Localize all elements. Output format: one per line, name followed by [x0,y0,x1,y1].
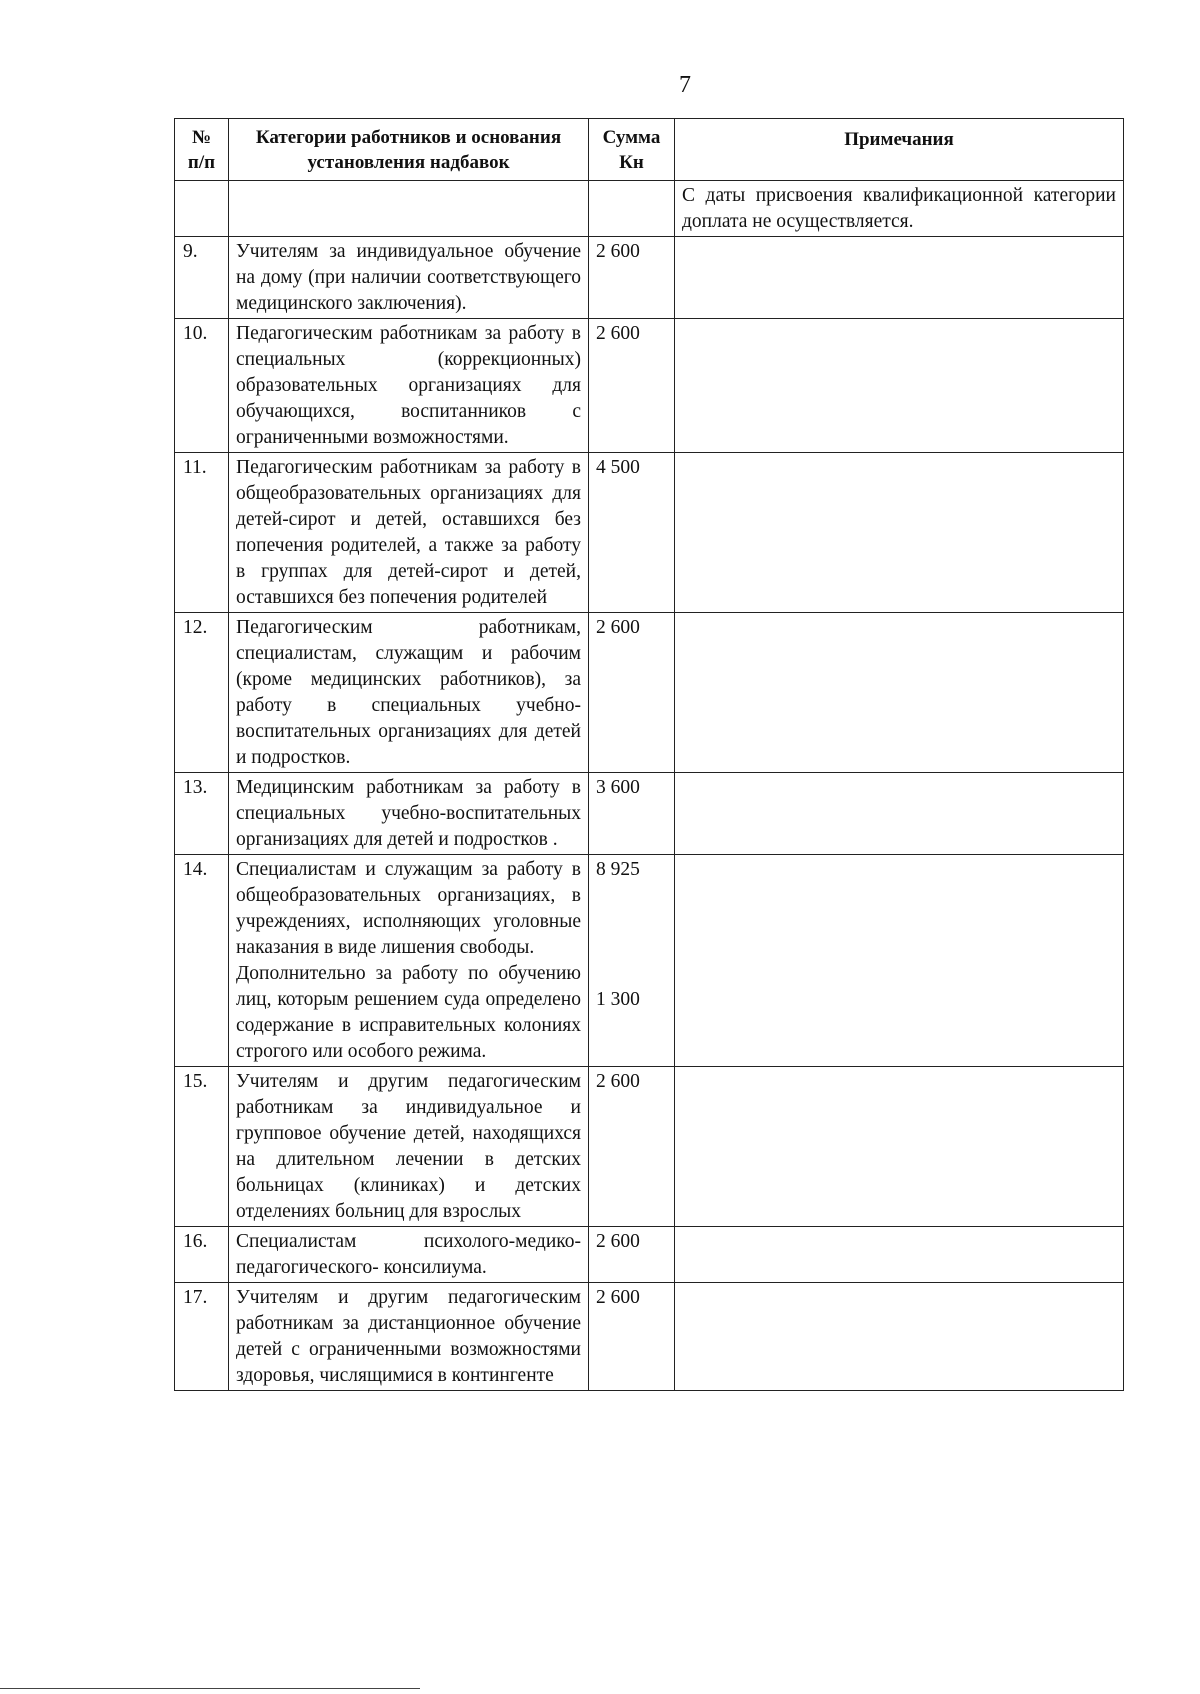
row-note [675,1227,1124,1283]
header-num: № п/п [175,119,229,181]
row-num: 15. [175,1067,229,1227]
table-row [175,237,1124,319]
row-sum: 2 600 [589,237,675,319]
page-number: 7 [679,72,691,98]
table-row [175,181,1124,237]
row-category: Педагогическим работникам за работу в специальных (коррекционных) образовательных организациях для обучающихся, воспитанников с ограниченными возможностями. [229,319,589,453]
row-num: 14. [175,855,229,1067]
header-category: Категории работников и основания установления надбавок [229,119,589,181]
table-row [175,319,1124,453]
row-note [675,773,1124,855]
row-note [675,1067,1124,1227]
header-sum-sub: Кн [619,152,644,173]
row-category: Учителям за индивидуальное обучение на дому (при наличии соответствующего медицинского заключения). [229,237,589,319]
row-num: 9. [175,237,229,319]
row-num: 16. [175,1227,229,1283]
allowances-table [174,118,1124,1391]
table-row [175,1227,1124,1283]
header-sum-label: Сумма [602,127,661,148]
footer-rule [0,1688,420,1689]
row-sum [589,181,675,237]
row-note [675,613,1124,773]
table-header-row [175,119,1124,181]
row-sum-part: 8 925 [596,859,640,880]
row-num: 12. [175,613,229,773]
row-sum: 2 600 [589,1227,675,1283]
row-note [675,237,1124,319]
table-row [175,773,1124,855]
row-sum: 3 600 [589,773,675,855]
row-num [175,181,229,237]
row-note [675,855,1124,1067]
row-num: 17. [175,1283,229,1391]
header-notes: Примечания [675,119,1124,181]
row-category: Педагогическим работникам, специалистам, служащим и рабочим (кроме медицинских работников), за работу в специальных учебно-воспитательных организациях для детей и подростков. [229,613,589,773]
row-category: Учителям и другим педагогическим работникам за индивидуальное и групповое обучение детей, находящихся на длительном лечении в детских больницах (клиниках) и детских отделениях больниц для взрослых [229,1067,589,1227]
row-sum: 2 600 [589,1067,675,1227]
row-sum-part: 1 300 [596,989,640,1010]
row-category: Специалистам психолого-медико-педагогического- консилиума. [229,1227,589,1283]
row-sum: 2 600 [589,613,675,773]
table-row [175,855,1124,1067]
table-row [175,1283,1124,1391]
row-note [675,319,1124,453]
row-num: 10. [175,319,229,453]
row-category-part: Специалистам и служащим за работу в общеобразовательных организациях, в учреждениях, исполняющих уголовные наказания в виде лишения свободы. [236,859,581,958]
row-category: Учителям и другим педагогическим работникам за дистанционное обучение детей с ограниченными возможностями здоровья, числящимися в контингенте [229,1283,589,1391]
table-row [175,1067,1124,1227]
row-sum: 4 500 [589,453,675,613]
table-row [175,453,1124,613]
row-num: 13. [175,773,229,855]
row-num: 11. [175,453,229,613]
table-row [175,613,1124,773]
row-category [229,181,589,237]
row-category: Педагогическим работникам за работу в общеобразовательных организациях для детей-сирот и детей, оставшихся без попечения родителей, а также за работу в группах для детей-сирот и детей, оставшихся без попечения родителей [229,453,589,613]
row-sum: 2 600 [589,1283,675,1391]
row-category [229,855,589,1067]
row-sum [589,855,675,1067]
row-category-part: Дополнительно за работу по обучению лиц, которым решением суда определено содержание в исправительных колониях строгого или особого режима. [236,963,581,1062]
row-note [675,453,1124,613]
row-sum: 2 600 [589,319,675,453]
row-category: Медицинским работникам за работу в специальных учебно-воспитательных организациях для детей и подростков . [229,773,589,855]
row-note [675,1283,1124,1391]
row-note: С даты присвоения квалификационной категории доплата не осуществляется. [675,181,1124,237]
header-sum [589,119,675,181]
